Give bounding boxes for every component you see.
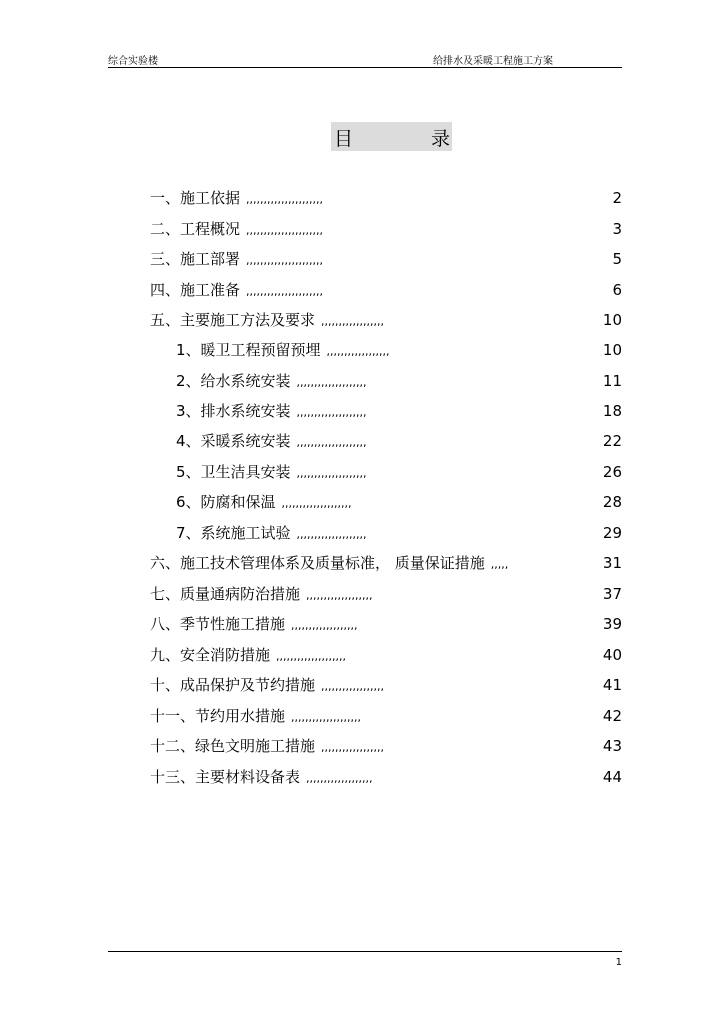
- toc-entry-label: 2、给水系统安装: [176, 372, 291, 390]
- toc-entry-leader: ,,,,,,,,,,,,,,,,,,,: [306, 772, 373, 785]
- toc-entry[interactable]: [150, 187, 323, 209]
- toc-entry-leader: ,,,,,,,,,,,,,,,,,,,,: [296, 528, 367, 541]
- toc-entry[interactable]: [150, 218, 323, 240]
- toc-entry-page: 10: [602, 341, 622, 359]
- toc-entry[interactable]: [176, 522, 366, 544]
- toc-entry-label: 4、采暖系统安装: [176, 432, 291, 450]
- toc-entry-leader: ,,,,,,,,,,,,,,,,,,,,: [296, 376, 367, 389]
- toc-entry[interactable]: [176, 400, 366, 422]
- toc-entry-label: 3、排水系统安装: [176, 402, 291, 420]
- toc-entry-page: 18: [602, 402, 622, 420]
- toc-entry-leader: ,,,,,: [490, 558, 509, 571]
- toc-entry[interactable]: [176, 370, 366, 392]
- toc-entry-label: 九、安全消防措施: [150, 646, 271, 664]
- toc-entry-page: 40: [602, 646, 622, 664]
- toc-entry-label: 十一、节约用水措施: [150, 707, 286, 725]
- toc-entry[interactable]: [176, 339, 390, 361]
- toc-entry-label: 7、系统施工试验: [176, 524, 291, 542]
- toc-entry-leader: ,,,,,,,,,,,,,,,,,,,,: [296, 467, 367, 480]
- toc-entry-page: 44: [602, 768, 622, 786]
- toc-entry-label: 6、防腐和保温: [176, 493, 276, 511]
- header-document-title: 给排水及采暖工程施工方案: [433, 56, 553, 67]
- footer-page-number: 1: [615, 957, 622, 968]
- toc-title-char-2: 录: [430, 128, 450, 150]
- toc-entry-label: 5、卫生洁具安装: [176, 463, 291, 481]
- toc-entry-leader: ,,,,,,,,,,,,,,,,,,,,: [296, 436, 367, 449]
- toc-entry-page: 31: [602, 554, 622, 572]
- toc-entry-label: 八、季节性施工措施: [150, 615, 286, 633]
- toc-entry-label: 六、施工技术管理体系及质量标准， 质量保证措施: [150, 554, 485, 572]
- toc-entry-leader: ,,,,,,,,,,,,,,,,,,,,: [281, 497, 352, 510]
- toc-entry[interactable]: [176, 491, 351, 513]
- toc-entry[interactable]: [150, 766, 372, 788]
- toc-entry-label: 二、工程概况: [150, 220, 241, 238]
- toc-entry-page: 29: [602, 524, 622, 542]
- toc-entry-page: 42: [602, 707, 622, 725]
- toc-entry[interactable]: [176, 461, 366, 483]
- toc-entry-page: 2: [612, 189, 622, 207]
- toc-entry-leader: ,,,,,,,,,,,,,,,,,,: [321, 741, 384, 754]
- toc-entry-page: 43: [602, 737, 622, 755]
- toc-entry-leader: ,,,,,,,,,,,,,,,,,,,,: [276, 650, 346, 663]
- toc-entry-leader: ,,,,,,,,,,,,,,,,,,,,,,: [246, 224, 323, 237]
- toc-entry-leader: ,,,,,,,,,,,,,,,,,,,,,,: [246, 254, 323, 267]
- toc-title-char-1: 目: [334, 128, 354, 150]
- toc-entry[interactable]: [150, 583, 372, 605]
- toc-entry-page: 11: [602, 372, 622, 390]
- toc-entry[interactable]: [150, 279, 323, 301]
- toc-entry-page: 41: [602, 676, 622, 694]
- toc-entry-label: 四、施工准备: [150, 281, 241, 299]
- toc-entry-leader: ,,,,,,,,,,,,,,,,,,,,,,: [246, 285, 323, 298]
- toc-entry[interactable]: [150, 735, 384, 757]
- toc-entry-leader: ,,,,,,,,,,,,,,,,,,,,,,: [246, 193, 323, 206]
- toc-entry-page: 6: [612, 281, 622, 299]
- header-project-name: 综合实验楼: [108, 56, 158, 67]
- toc-entry[interactable]: [150, 613, 357, 635]
- toc-entry-leader: ,,,,,,,,,,,,,,,,,,,,: [291, 711, 361, 724]
- toc-entry-leader: ,,,,,,,,,,,,,,,,,,: [321, 680, 384, 693]
- toc-entry[interactable]: [150, 552, 508, 574]
- toc-entry-leader: ,,,,,,,,,,,,,,,,,,,: [306, 589, 373, 602]
- toc-entry-page: 10: [602, 311, 622, 329]
- toc-entry-page: 37: [602, 585, 622, 603]
- toc-entry-leader: ,,,,,,,,,,,,,,,,,,: [321, 315, 384, 328]
- footer-divider: [108, 951, 622, 952]
- toc-entry-leader: ,,,,,,,,,,,,,,,,,,,,: [296, 406, 367, 419]
- toc-entry[interactable]: [150, 248, 323, 270]
- toc-entry-label: 十二、绿色文明施工措施: [150, 737, 316, 755]
- toc-entry-page: 5: [612, 250, 622, 268]
- toc-entry-label: 三、施工部署: [150, 250, 241, 268]
- toc-entry[interactable]: [150, 644, 346, 666]
- toc-entry-label: 1、暖卫工程预留预埋: [176, 341, 321, 359]
- toc-entry-label: 七、质量通病防治措施: [150, 585, 301, 603]
- toc-entry-page: 22: [602, 432, 622, 450]
- toc-entry-page: 28: [602, 493, 622, 511]
- toc-entry[interactable]: [150, 705, 361, 727]
- toc-entry-label: 十三、主要材料设备表: [150, 768, 301, 786]
- toc-entry-page: 39: [602, 615, 622, 633]
- toc-entry-leader: ,,,,,,,,,,,,,,,,,,,: [291, 619, 358, 632]
- toc-entry[interactable]: [150, 674, 384, 696]
- toc-entry-label: 五、主要施工方法及要求: [150, 311, 316, 329]
- toc-entry[interactable]: [176, 430, 366, 452]
- toc-entry[interactable]: [150, 309, 384, 331]
- toc-entry-page: 3: [612, 220, 622, 238]
- toc-entry-label: 一、施工依据: [150, 189, 241, 207]
- toc-entry-label: 十、成品保护及节约措施: [150, 676, 316, 694]
- toc-entry-page: 26: [602, 463, 622, 481]
- toc-entry-leader: ,,,,,,,,,,,,,,,,,,: [326, 345, 390, 358]
